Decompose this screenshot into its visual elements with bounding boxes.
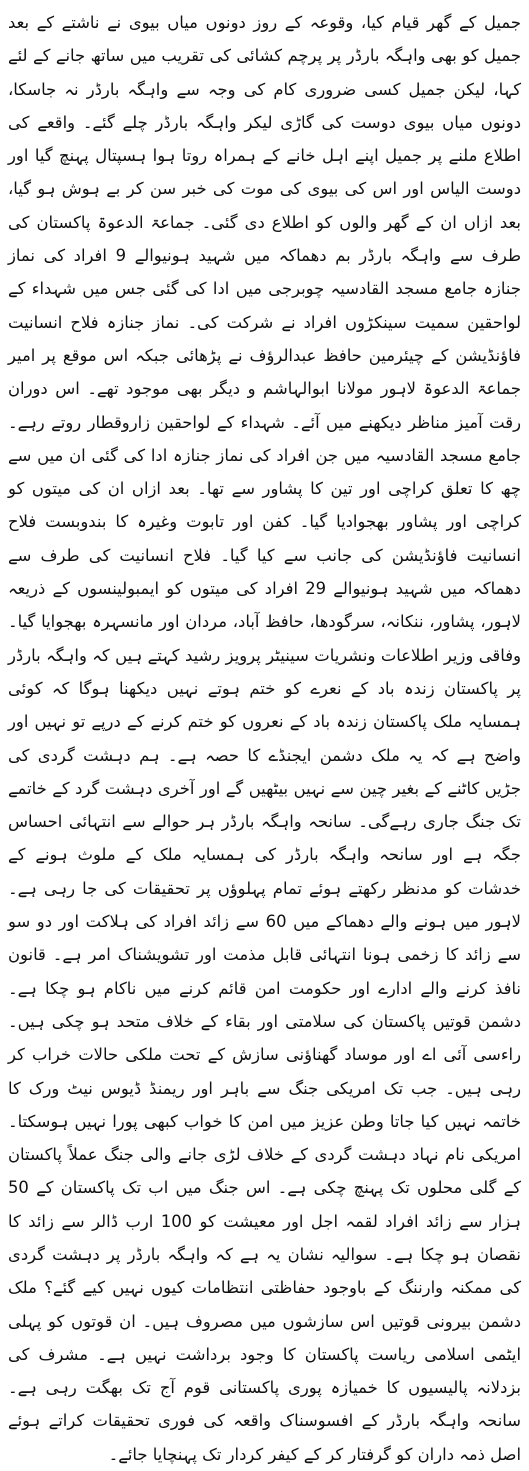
- article-body: جمیل کے گھر قیام کیا، وقوعہ کے روز دونوں میاں بیوی نے ناشتے کے بعد جمیل کو بھی واہگہ بارڈر پر پرچم کشائی کی تقریب میں ساتھ جانے کے لئے کہا، لیکن جمیل کسی ضروری کام کی وجہ سے واہگہ بارڈر نہ جاسکا، دونوں میاں بیوی دوست کی گاڑی لیکر واہگہ بارڈر چلے گئے۔ واقعے کی اطلاع ملنے پر جمیل اپنے اہل خانے کے ہمراہ روتا ہوا ہسپتال پہنچ گیا اور دوست الیاس اور اس کی بیوی کی موت کی خبر سن کر بے ہوش ہو گیا، بعد ازاں ان کے گھر والوں کو اطلاع دی گئی۔ جماعۃ الدعوۃ پاکستان کی طرف سے واہگہ بارڈر بم دھماکہ میں شہید ہونیوالے 9 افراد کی نماز جنازہ جامع مسجد القادسیہ چوبرجی میں ادا کی گئی جس میں شہداء کے لواحقین سمیت سینکڑوں افراد نے شرکت کی۔ نماز جنازہ فلاح انسانیت فاؤنڈیشن کے چیئرمین حافظ عبدالرؤف نے پڑھائی جبکہ اس موقع پر امیر جماعۃ الدعوۃ لاہور مولانا ابوالہاشم و دیگر بھی موجود تھے۔ اس دوران رقت آمیز مناظر دیکھنے میں آئے۔ شہداء کے لواحقین زاروقطار روتے رہے۔ جامع مسجد القادسیہ میں جن افراد کی نماز جنازہ ادا کی گئی ان میں سے چھ کا تعلق کراچی اور تین کا پشاور سے تھا۔ بعد ازاں ان کی میتوں کو کراچی اور پشاور بھجوادیا گیا۔ کفن اور تابوت وغیرہ کا بندوبست فلاح انسانیت فاؤنڈیشن کی جانب سے کیا گیا۔ فلاح انسانیت کی طرف سے دھماکہ میں شہید ہونیوالے 29 افراد کی میتوں کو ایمبولینسوں کے ذریعہ لاہور، پشاور، ننکانہ، سرگودھا، حافظ آباد، مردان اور مانسہرہ بھجوایا گیا۔ وفاقی وزیر اطلاعات ونشریات سینیٹر پرویز رشید کہتے ہیں کہ واہگہ بارڈر پر پاکستان زندہ باد کے نعرے کو ختم ہوتے نہیں دیکھنا ہوگا کہ کوئی ہمسایہ ملک پاکستان زندہ باد کے نعروں کو ختم کرنے کے درپے تو نہیں اور واضح ہے کہ یہ ملک دشمن ایجنڈے کا حصہ ہے۔ ہم دہشت گردی کی جڑیں کاٹنے کے بغیر چین سے نہیں بیٹھیں گے اور آخری دہشت گرد کے خاتمے تک جنگ جاری رہےگی۔ سانحہ واہگہ بارڈر ہر حوالے سے انتہائی احساس جگہ ہے اور سانحہ واہگہ بارڈر کی ہمسایہ ملک کے ملوث ہونے کے خدشات کو مدنظر رکھتے ہوئے تمام پہلوؤں پر تحقیقات کی جا رہی ہے۔ لاہور میں ہونے والے دھماکے میں 60 سے زائد افراد کی ہلاکت اور دو سو سے زائد کا زخمی ہونا انتہائی قابل مذمت اور تشویشناک امر ہے۔ قانون نافذ کرنے والے ادارے اور حکومت امن قائم کرنے میں ناکام ہو چکا ہے۔ دشمن قوتیں پاکستان کی سلامتی اور بقاء کے خلاف متحد ہو چکی ہیں۔ راءسی آئی اے اور موساد گھناؤنی سازش کے تحت ملکی حالات خراب کر رہی ہیں۔ جب تک امریکی جنگ سے باہر اور ریمنڈ ڈیوس نیٹ ورک کا خاتمہ نہیں کیا جاتا وطن عزیز میں امن کا خواب کبھی پورا نہیں ہوسکتا۔ امریکی نام نہاد دہشت گردی کے خلاف لڑی جانے والی جنگ عملاً پاکستان کے گلی محلوں تک پہنچ چکی ہے۔ اس جنگ میں اب تک پاکستان کے 50 ہزار سے زائد افراد لقمہ اجل اور معیشت کو 100 ارب ڈالر سے زائد کا نقصان ہو چکا ہے۔ سوالیہ نشان یہ ہے کہ واہگہ بارڈر پر دہشت گردی کی ممکنہ وارننگ کے باوجود حفاظتی انتظامات کیوں نہیں کیے گئے؟ ملک دشمن بیرونی قوتیں اس سازشوں میں مصروف ہیں۔ ان قوتوں کو پہلی ایٹمی اسلامی ریاست پاکستان کا وجود برداشت نہیں ہے۔ مشرف کی بزدلانہ پالیسیوں کا خمیازہ پوری پاکستانی قوم آج تک بھگت رہی ہے۔ سانحہ واہگہ بارڈر کے افسوسناک واقعہ کی فوری تحقیقات کراتے ہوئے اصل ذمہ داران کو گرفتار کر کے کیفر کردار تک پہنچایا جائے۔: [8, 13, 522, 1464]
